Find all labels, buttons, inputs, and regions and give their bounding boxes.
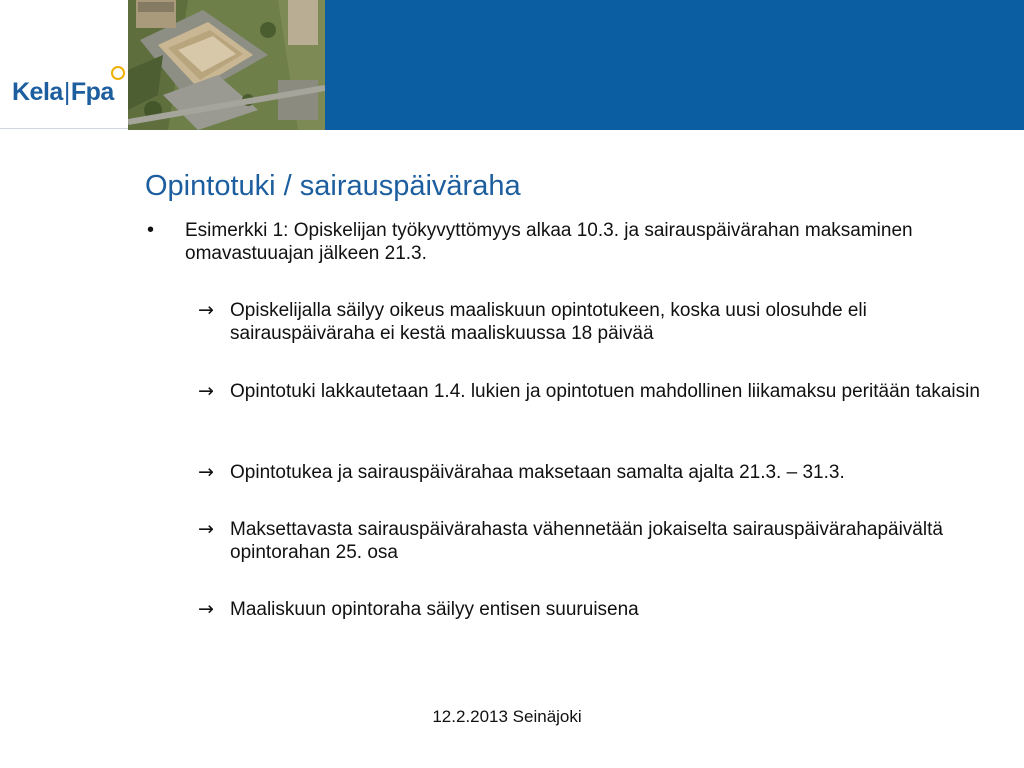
kela-logo [0, 0, 129, 129]
slide-title: Opintotuki / sairauspäiväraha [145, 170, 521, 202]
registered-mark-icon [111, 66, 125, 80]
sub-item-text: Maksettavasta sairauspäivärahasta vähennetään jokaiselta sairauspäivärahapäivältä opintorahan 25. osa [230, 519, 943, 563]
logo-separator: | [63, 78, 70, 106]
sub-item-text: Maaliskuun opintoraha säilyy entisen suuruisena [230, 599, 639, 620]
sub-item-text: Opintotuki lakkautetaan 1.4. lukien ja opintotuen mahdollinen liikamaksu peritään takaisin [230, 381, 980, 402]
arrow-right-icon: → [198, 598, 214, 620]
slide-footer: 12.2.2013 Seinäjoki [432, 707, 582, 726]
bullet-marker: • [147, 219, 155, 241]
logo-fpa-text: Fpa [70, 78, 114, 106]
arrow-right-icon: → [198, 518, 214, 540]
sub-item-text: Opiskelijalla säilyy oikeus maaliskuun opintotukeen, koska uusi olosuhde eli sairauspäiväraha ei kestä maaliskuussa 18 päivää [230, 300, 867, 344]
aerial-photo-illustration [128, 0, 325, 130]
arrow-right-icon: → [198, 299, 214, 321]
aerial-building-photo [128, 0, 325, 130]
logo-kela-text: Kela [12, 78, 63, 106]
bullet-text: Esimerkki 1: Opiskelijan työkyvyttömyys alkaa 10.3. ja sairauspäivärahan maksaminen omavastuuajan jälkeen 21.3. [185, 220, 913, 264]
header-blue-band [325, 0, 1024, 130]
sub-item-text: Opintotukea ja sairauspäivärahaa maksetaan samalta ajalta 21.3. – 31.3. [230, 462, 845, 483]
slide-header [0, 0, 1024, 130]
logo-wordmark [12, 78, 114, 107]
arrow-right-icon: → [198, 380, 214, 402]
arrow-right-icon: → [198, 461, 214, 483]
